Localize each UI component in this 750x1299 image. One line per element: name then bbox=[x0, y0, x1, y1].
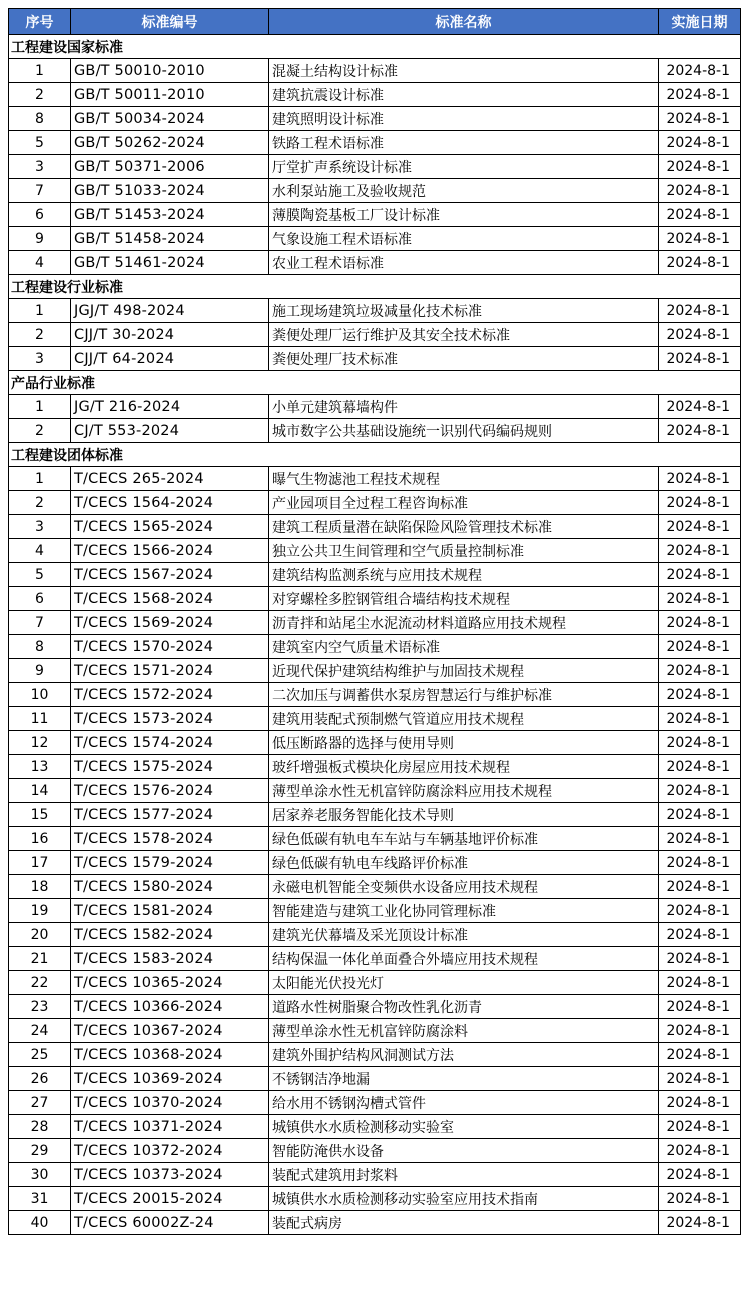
standards-table-container bbox=[8, 8, 740, 1235]
row-date: 2024-8-1 bbox=[659, 803, 741, 827]
row-seq: 7 bbox=[9, 611, 71, 635]
row-seq: 14 bbox=[9, 779, 71, 803]
row-date: 2024-8-1 bbox=[659, 611, 741, 635]
row-seq: 5 bbox=[9, 131, 71, 155]
row-name: 玻纤增强板式模块化房屋应用技术规程 bbox=[269, 755, 659, 779]
row-name: 二次加压与调蓄供水泵房智慧运行与维护标准 bbox=[269, 683, 659, 707]
header-row bbox=[9, 9, 741, 35]
row-seq: 16 bbox=[9, 827, 71, 851]
table-row bbox=[9, 395, 741, 419]
row-date: 2024-8-1 bbox=[659, 755, 741, 779]
row-code: GB/T 51458-2024 bbox=[71, 227, 269, 251]
row-code: T/CECS 1574-2024 bbox=[71, 731, 269, 755]
table-row bbox=[9, 131, 741, 155]
row-name: 薄膜陶瓷基板工厂设计标准 bbox=[269, 203, 659, 227]
row-date: 2024-8-1 bbox=[659, 1211, 741, 1235]
row-name: 建筑照明设计标准 bbox=[269, 107, 659, 131]
row-name: 铁路工程术语标准 bbox=[269, 131, 659, 155]
row-name: 厅堂扩声系统设计标准 bbox=[269, 155, 659, 179]
row-date: 2024-8-1 bbox=[659, 899, 741, 923]
table-row bbox=[9, 347, 741, 371]
table-row bbox=[9, 1043, 741, 1067]
row-name: 建筑抗震设计标准 bbox=[269, 83, 659, 107]
row-code: T/CECS 10372-2024 bbox=[71, 1139, 269, 1163]
row-seq: 6 bbox=[9, 203, 71, 227]
row-code: T/CECS 1577-2024 bbox=[71, 803, 269, 827]
row-code: GB/T 50010-2010 bbox=[71, 59, 269, 83]
row-name: 产业园项目全过程工程咨询标准 bbox=[269, 491, 659, 515]
row-code: GB/T 50011-2010 bbox=[71, 83, 269, 107]
row-date: 2024-8-1 bbox=[659, 1139, 741, 1163]
row-date: 2024-8-1 bbox=[659, 203, 741, 227]
table-row bbox=[9, 1139, 741, 1163]
row-seq: 3 bbox=[9, 515, 71, 539]
row-date: 2024-8-1 bbox=[659, 683, 741, 707]
row-seq: 30 bbox=[9, 1163, 71, 1187]
row-date: 2024-8-1 bbox=[659, 587, 741, 611]
row-date: 2024-8-1 bbox=[659, 59, 741, 83]
row-seq: 13 bbox=[9, 755, 71, 779]
table-row bbox=[9, 1163, 741, 1187]
row-date: 2024-8-1 bbox=[659, 707, 741, 731]
table-row bbox=[9, 515, 741, 539]
row-name: 建筑结构监测系统与应用技术规程 bbox=[269, 563, 659, 587]
table-row bbox=[9, 491, 741, 515]
row-code: GB/T 50034-2024 bbox=[71, 107, 269, 131]
row-seq: 18 bbox=[9, 875, 71, 899]
row-code: GB/T 50371-2006 bbox=[71, 155, 269, 179]
row-seq: 22 bbox=[9, 971, 71, 995]
row-date: 2024-8-1 bbox=[659, 395, 741, 419]
row-name: 建筑光伏幕墙及采光顶设计标准 bbox=[269, 923, 659, 947]
row-seq: 1 bbox=[9, 59, 71, 83]
header-seq: 序号 bbox=[9, 9, 71, 35]
row-seq: 21 bbox=[9, 947, 71, 971]
row-name: 建筑室内空气质量术语标准 bbox=[269, 635, 659, 659]
row-code: T/CECS 20015-2024 bbox=[71, 1187, 269, 1211]
section-title: 工程建设行业标准 bbox=[9, 275, 741, 299]
row-name: 低压断路器的选择与使用导则 bbox=[269, 731, 659, 755]
table-row bbox=[9, 923, 741, 947]
row-date: 2024-8-1 bbox=[659, 1067, 741, 1091]
table-row bbox=[9, 971, 741, 995]
row-date: 2024-8-1 bbox=[659, 659, 741, 683]
row-code: GB/T 50262-2024 bbox=[71, 131, 269, 155]
row-code: T/CECS 1575-2024 bbox=[71, 755, 269, 779]
table-row bbox=[9, 1019, 741, 1043]
table-row bbox=[9, 947, 741, 971]
row-code: T/CECS 1582-2024 bbox=[71, 923, 269, 947]
row-name: 施工现场建筑垃圾减量化技术标准 bbox=[269, 299, 659, 323]
table-row bbox=[9, 851, 741, 875]
row-code: GB/T 51033-2024 bbox=[71, 179, 269, 203]
table-row bbox=[9, 251, 741, 275]
row-seq: 5 bbox=[9, 563, 71, 587]
row-name: 结构保温一体化单面叠合外墙应用技术规程 bbox=[269, 947, 659, 971]
row-date: 2024-8-1 bbox=[659, 1163, 741, 1187]
row-seq: 2 bbox=[9, 323, 71, 347]
row-name: 混凝土结构设计标准 bbox=[269, 59, 659, 83]
row-name: 农业工程术语标准 bbox=[269, 251, 659, 275]
row-code: T/CECS 10371-2024 bbox=[71, 1115, 269, 1139]
row-date: 2024-8-1 bbox=[659, 1115, 741, 1139]
row-seq: 4 bbox=[9, 251, 71, 275]
row-name: 粪便处理厂运行维护及其安全技术标准 bbox=[269, 323, 659, 347]
row-name: 建筑外围护结构风洞测试方法 bbox=[269, 1043, 659, 1067]
row-date: 2024-8-1 bbox=[659, 827, 741, 851]
row-code: T/CECS 10369-2024 bbox=[71, 1067, 269, 1091]
row-date: 2024-8-1 bbox=[659, 779, 741, 803]
row-date: 2024-8-1 bbox=[659, 971, 741, 995]
row-name: 绿色低碳有轨电车线路评价标准 bbox=[269, 851, 659, 875]
row-seq: 2 bbox=[9, 419, 71, 443]
row-seq: 28 bbox=[9, 1115, 71, 1139]
row-seq: 9 bbox=[9, 659, 71, 683]
table-row bbox=[9, 1211, 741, 1235]
row-name: 城镇供水水质检测移动实验室应用技术指南 bbox=[269, 1187, 659, 1211]
row-date: 2024-8-1 bbox=[659, 1043, 741, 1067]
row-code: T/CECS 10368-2024 bbox=[71, 1043, 269, 1067]
section-title: 产品行业标准 bbox=[9, 371, 741, 395]
table-row bbox=[9, 683, 741, 707]
row-date: 2024-8-1 bbox=[659, 635, 741, 659]
row-name: 独立公共卫生间管理和空气质量控制标准 bbox=[269, 539, 659, 563]
row-date: 2024-8-1 bbox=[659, 731, 741, 755]
table-row bbox=[9, 563, 741, 587]
row-code: GB/T 51461-2024 bbox=[71, 251, 269, 275]
row-code: T/CECS 1583-2024 bbox=[71, 947, 269, 971]
row-name: 给水用不锈钢沟槽式管件 bbox=[269, 1091, 659, 1115]
row-name: 装配式建筑用封浆料 bbox=[269, 1163, 659, 1187]
row-name: 不锈钢洁净地漏 bbox=[269, 1067, 659, 1091]
row-date: 2024-8-1 bbox=[659, 107, 741, 131]
row-date: 2024-8-1 bbox=[659, 251, 741, 275]
table-row bbox=[9, 467, 741, 491]
header-date: 实施日期 bbox=[659, 9, 741, 35]
row-code: T/CECS 1571-2024 bbox=[71, 659, 269, 683]
table-row bbox=[9, 1187, 741, 1211]
row-code: T/CECS 1570-2024 bbox=[71, 635, 269, 659]
row-seq: 1 bbox=[9, 467, 71, 491]
row-seq: 6 bbox=[9, 587, 71, 611]
table-row bbox=[9, 779, 741, 803]
table-row bbox=[9, 419, 741, 443]
header-name: 标准名称 bbox=[269, 9, 659, 35]
header-code: 标准编号 bbox=[71, 9, 269, 35]
row-code: T/CECS 1578-2024 bbox=[71, 827, 269, 851]
row-code: GB/T 51453-2024 bbox=[71, 203, 269, 227]
row-seq: 7 bbox=[9, 179, 71, 203]
row-name: 城市数字公共基础设施统一识别代码编码规则 bbox=[269, 419, 659, 443]
row-seq: 2 bbox=[9, 491, 71, 515]
row-name: 建筑工程质量潜在缺陷保险风险管理技术标准 bbox=[269, 515, 659, 539]
row-code: CJJ/T 30-2024 bbox=[71, 323, 269, 347]
table-row bbox=[9, 155, 741, 179]
row-name: 气象设施工程术语标准 bbox=[269, 227, 659, 251]
row-date: 2024-8-1 bbox=[659, 131, 741, 155]
table-row bbox=[9, 59, 741, 83]
row-date: 2024-8-1 bbox=[659, 947, 741, 971]
row-seq: 1 bbox=[9, 395, 71, 419]
row-seq: 23 bbox=[9, 995, 71, 1019]
table-row bbox=[9, 611, 741, 635]
row-date: 2024-8-1 bbox=[659, 851, 741, 875]
table-row bbox=[9, 1115, 741, 1139]
row-seq: 20 bbox=[9, 923, 71, 947]
row-date: 2024-8-1 bbox=[659, 179, 741, 203]
row-date: 2024-8-1 bbox=[659, 419, 741, 443]
row-name: 水利泵站施工及验收规范 bbox=[269, 179, 659, 203]
row-date: 2024-8-1 bbox=[659, 1187, 741, 1211]
table-row bbox=[9, 659, 741, 683]
row-date: 2024-8-1 bbox=[659, 563, 741, 587]
row-code: T/CECS 1568-2024 bbox=[71, 587, 269, 611]
row-code: T/CECS 1576-2024 bbox=[71, 779, 269, 803]
row-date: 2024-8-1 bbox=[659, 539, 741, 563]
row-seq: 31 bbox=[9, 1187, 71, 1211]
row-seq: 29 bbox=[9, 1139, 71, 1163]
row-seq: 3 bbox=[9, 155, 71, 179]
row-seq: 17 bbox=[9, 851, 71, 875]
row-code: T/CECS 1572-2024 bbox=[71, 683, 269, 707]
section-title: 工程建设国家标准 bbox=[9, 35, 741, 59]
table-row bbox=[9, 1067, 741, 1091]
row-seq: 8 bbox=[9, 107, 71, 131]
row-name: 装配式病房 bbox=[269, 1211, 659, 1235]
row-code: T/CECS 1580-2024 bbox=[71, 875, 269, 899]
table-row bbox=[9, 83, 741, 107]
row-date: 2024-8-1 bbox=[659, 227, 741, 251]
row-date: 2024-8-1 bbox=[659, 467, 741, 491]
table-row bbox=[9, 755, 741, 779]
row-seq: 1 bbox=[9, 299, 71, 323]
row-seq: 40 bbox=[9, 1211, 71, 1235]
table-row bbox=[9, 539, 741, 563]
row-name: 对穿螺栓多腔钢管组合墙结构技术规程 bbox=[269, 587, 659, 611]
row-date: 2024-8-1 bbox=[659, 875, 741, 899]
table-row bbox=[9, 587, 741, 611]
row-code: T/CECS 10365-2024 bbox=[71, 971, 269, 995]
section-header-row bbox=[9, 275, 741, 299]
row-name: 智能建造与建筑工业化协同管理标准 bbox=[269, 899, 659, 923]
row-code: T/CECS 10366-2024 bbox=[71, 995, 269, 1019]
row-code: T/CECS 1569-2024 bbox=[71, 611, 269, 635]
row-seq: 24 bbox=[9, 1019, 71, 1043]
section-header-row bbox=[9, 443, 741, 467]
table-row bbox=[9, 707, 741, 731]
row-name: 建筑用装配式预制燃气管道应用技术规程 bbox=[269, 707, 659, 731]
table-row bbox=[9, 899, 741, 923]
row-date: 2024-8-1 bbox=[659, 1091, 741, 1115]
row-date: 2024-8-1 bbox=[659, 347, 741, 371]
row-date: 2024-8-1 bbox=[659, 155, 741, 179]
row-name: 居家养老服务智能化技术导则 bbox=[269, 803, 659, 827]
row-code: T/CECS 10373-2024 bbox=[71, 1163, 269, 1187]
row-name: 智能防淹供水设备 bbox=[269, 1139, 659, 1163]
row-code: CJJ/T 64-2024 bbox=[71, 347, 269, 371]
table-row bbox=[9, 107, 741, 131]
standards-table bbox=[8, 8, 741, 1235]
row-code: T/CECS 10370-2024 bbox=[71, 1091, 269, 1115]
row-code: T/CECS 1564-2024 bbox=[71, 491, 269, 515]
table-row bbox=[9, 1091, 741, 1115]
table-row bbox=[9, 875, 741, 899]
row-date: 2024-8-1 bbox=[659, 491, 741, 515]
row-code: T/CECS 1566-2024 bbox=[71, 539, 269, 563]
row-date: 2024-8-1 bbox=[659, 83, 741, 107]
row-name: 道路水性树脂聚合物改性乳化沥青 bbox=[269, 995, 659, 1019]
row-name: 永磁电机智能全变频供水设备应用技术规程 bbox=[269, 875, 659, 899]
table-row bbox=[9, 299, 741, 323]
table-row bbox=[9, 179, 741, 203]
table-row bbox=[9, 731, 741, 755]
row-code: JGJ/T 498-2024 bbox=[71, 299, 269, 323]
row-seq: 27 bbox=[9, 1091, 71, 1115]
row-seq: 25 bbox=[9, 1043, 71, 1067]
row-seq: 11 bbox=[9, 707, 71, 731]
row-date: 2024-8-1 bbox=[659, 1019, 741, 1043]
row-name: 薄型单涂水性无机富锌防腐涂料 bbox=[269, 1019, 659, 1043]
table-row bbox=[9, 827, 741, 851]
row-code: T/CECS 1573-2024 bbox=[71, 707, 269, 731]
row-name: 太阳能光伏投光灯 bbox=[269, 971, 659, 995]
table-row bbox=[9, 995, 741, 1019]
row-name: 沥青拌和站尾尘水泥流动材料道路应用技术规程 bbox=[269, 611, 659, 635]
row-name: 近现代保护建筑结构维护与加固技术规程 bbox=[269, 659, 659, 683]
row-code: T/CECS 10367-2024 bbox=[71, 1019, 269, 1043]
row-code: T/CECS 1565-2024 bbox=[71, 515, 269, 539]
row-seq: 9 bbox=[9, 227, 71, 251]
table-body bbox=[9, 35, 741, 1235]
row-seq: 4 bbox=[9, 539, 71, 563]
row-seq: 2 bbox=[9, 83, 71, 107]
row-code: T/CECS 1567-2024 bbox=[71, 563, 269, 587]
row-code: T/CECS 1581-2024 bbox=[71, 899, 269, 923]
row-date: 2024-8-1 bbox=[659, 515, 741, 539]
row-seq: 15 bbox=[9, 803, 71, 827]
row-seq: 12 bbox=[9, 731, 71, 755]
row-code: T/CECS 60002Z-24 bbox=[71, 1211, 269, 1235]
row-code: T/CECS 1579-2024 bbox=[71, 851, 269, 875]
table-row bbox=[9, 323, 741, 347]
row-code: CJ/T 553-2024 bbox=[71, 419, 269, 443]
section-header-row bbox=[9, 35, 741, 59]
row-seq: 8 bbox=[9, 635, 71, 659]
row-date: 2024-8-1 bbox=[659, 323, 741, 347]
table-row bbox=[9, 803, 741, 827]
row-name: 绿色低碳有轨电车车站与车辆基地评价标准 bbox=[269, 827, 659, 851]
row-name: 曝气生物滤池工程技术规程 bbox=[269, 467, 659, 491]
row-name: 城镇供水水质检测移动实验室 bbox=[269, 1115, 659, 1139]
row-code: T/CECS 265-2024 bbox=[71, 467, 269, 491]
table-row bbox=[9, 227, 741, 251]
row-code: JG/T 216-2024 bbox=[71, 395, 269, 419]
row-seq: 10 bbox=[9, 683, 71, 707]
section-header-row bbox=[9, 371, 741, 395]
row-seq: 3 bbox=[9, 347, 71, 371]
row-date: 2024-8-1 bbox=[659, 299, 741, 323]
table-row bbox=[9, 203, 741, 227]
row-name: 小单元建筑幕墙构件 bbox=[269, 395, 659, 419]
row-name: 粪便处理厂技术标准 bbox=[269, 347, 659, 371]
row-date: 2024-8-1 bbox=[659, 995, 741, 1019]
table-row bbox=[9, 635, 741, 659]
row-name: 薄型单涂水性无机富锌防腐涂料应用技术规程 bbox=[269, 779, 659, 803]
section-title: 工程建设团体标准 bbox=[9, 443, 741, 467]
row-date: 2024-8-1 bbox=[659, 923, 741, 947]
row-seq: 26 bbox=[9, 1067, 71, 1091]
row-seq: 19 bbox=[9, 899, 71, 923]
